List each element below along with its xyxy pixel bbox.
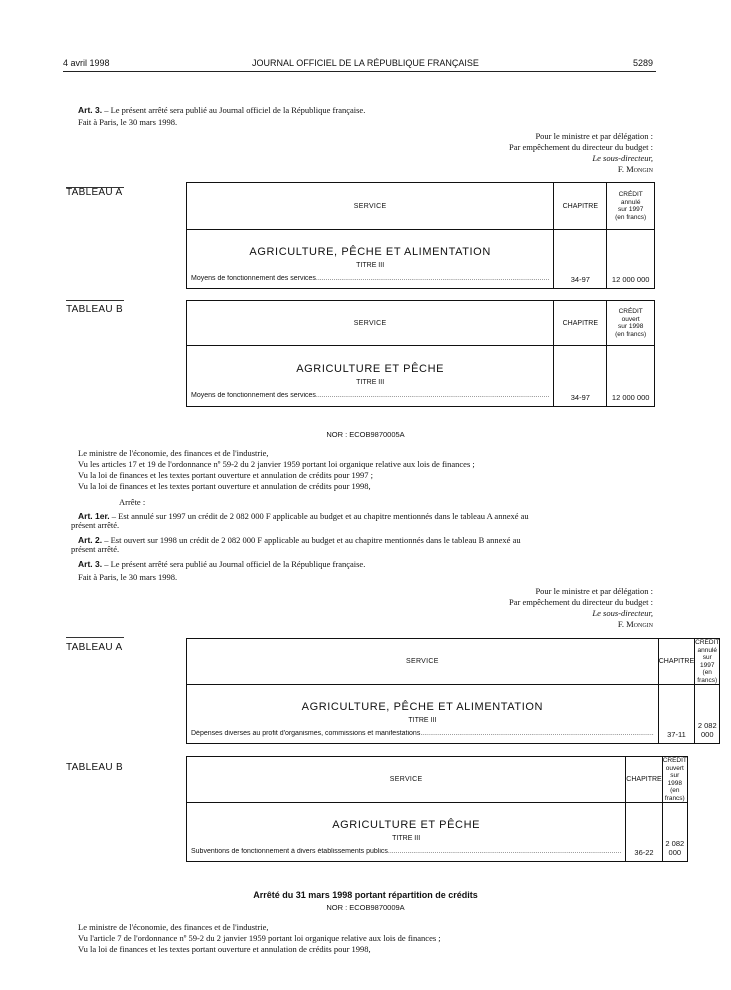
table-label-rule [66,637,124,638]
chapitre-value: 34-97 [554,230,607,289]
signature: Pour le ministre et par délégation : Par empêchement du directeur du budget : Le sous-directeur, F. Mongin [509,586,653,629]
chapitre-value: 36-22 [626,803,662,862]
service-cell [187,230,554,289]
col-header-chapitre: CHAPITRE [658,639,694,685]
service-cell [187,685,659,744]
table-label: TABLEAU A [66,187,123,198]
col-header-credit: CRÉDIT annulé sur 1997 (en francs) [695,639,720,684]
table-label: TABLEAU B [66,762,123,773]
article-1-cont: présent arrêté. [71,520,120,530]
paragraph: Vu la loi de finances et les textes portant ouverture et annulation de crédits pour 1997 ; [78,470,374,480]
col-header-credit: CRÉDIT ouvert sur 1998 (en francs) [607,301,655,346]
credit-table [186,756,688,862]
paragraph: Vu la loi de finances et les textes portant ouverture et annulation de crédits pour 1998, [78,944,371,954]
arrete-label: Arrête : [119,497,146,507]
col-header-credit: CRÉDIT annulé sur 1997 (en francs) [607,183,655,230]
line-item: Dépenses diverses au profit d'organismes, commissions et manifestations........................................................................................................................ [191,729,654,737]
line-item: Moyens de fonctionnement des services........................................................................................................................ [191,391,550,399]
titre-label: TITRE III [408,716,437,724]
table-label-rule [66,300,124,301]
header-date: 4 avril 1998 [63,58,110,68]
col-header-service: SERVICE [187,183,554,230]
section-title: AGRICULTURE, PÊCHE ET ALIMENTATION [301,700,544,713]
col-header-chapitre: CHAPITRE [626,757,662,803]
credit-table [186,182,655,289]
arrete-title: Arrêté du 31 mars 1998 portant répartition de crédits [253,890,478,900]
table-label: TABLEAU B [66,304,123,315]
nor-code: NOR : ECOB9870009A [326,903,405,912]
article-3: Art. 3. – Le présent arrêté sera publié au Journal officiel de la République française. [78,559,366,569]
paragraph: Le ministre de l'économie, des finances et de l'industrie, [78,448,269,458]
top-fait: Fait à Paris, le 30 mars 1998. [78,117,178,127]
chapitre-value: 37-11 [658,685,694,744]
service-cell [187,346,554,407]
col-header-chapitre: CHAPITRE [554,301,607,346]
paragraph: Vu la loi de finances et les textes portant ouverture et annulation de crédits pour 1998, [78,481,371,491]
col-header-service: SERVICE [187,639,659,685]
top-art3: Art. 3. – Le présent arrêté sera publié au Journal officiel de la République française. [78,105,366,115]
col-header-service: SERVICE [187,757,626,803]
credit-amount: 2 082 000 [695,685,720,744]
fait-a-paris: Fait à Paris, le 30 mars 1998. [78,572,178,582]
article-2: Art. 2. – Est ouvert sur 1998 un crédit de 2 082 000 F applicable au budget et au chapitre mentionnés dans le tableau B annexé au [78,535,521,545]
top-signature: Pour le ministre et par délégation : Par empêchement du directeur du budget : Le sous-directeur, F. Mongin [509,131,653,174]
article-2-cont: présent arrêté. [71,544,120,554]
section-title: AGRICULTURE ET PÊCHE [296,362,445,375]
header-journal: JOURNAL OFFICIEL DE LA RÉPUBLIQUE FRANÇAISE [252,58,479,68]
credit-table [186,638,720,744]
credit-amount: 12 000 000 [607,346,655,407]
line-item: Moyens de fonctionnement des services........................................................................................................................ [191,274,550,282]
section-title: AGRICULTURE ET PÊCHE [332,818,481,831]
titre-label: TITRE III [392,834,421,842]
titre-label: TITRE III [356,261,385,269]
nor-code: NOR : ECOB9870005A [326,430,405,439]
table-label: TABLEAU A [66,642,123,653]
credit-amount: 2 082 000 [662,803,687,862]
col-header-chapitre: CHAPITRE [554,183,607,230]
credit-amount: 12 000 000 [607,230,655,289]
chapitre-value: 34-97 [554,346,607,407]
col-header-credit: CRÉDIT ouvert sur 1998 (en francs) [662,757,687,802]
service-cell [187,803,626,862]
col-header-service: SERVICE [187,301,554,346]
section-title: AGRICULTURE, PÊCHE ET ALIMENTATION [249,245,491,258]
line-item: Subventions de fonctionnement à divers établissements publics........................................................................................................................ [191,847,622,855]
titre-label: TITRE III [356,378,385,386]
paragraph: Vu l'article 7 de l'ordonnance nº 59-2 du 2 janvier 1959 portant loi organique relative aux lois de finances ; [78,933,441,943]
header-page-number: 5289 [632,58,653,68]
header-rule [63,71,656,72]
credit-table [186,300,655,407]
paragraph: Vu les articles 17 et 19 de l'ordonnance nº 59-2 du 2 janvier 1959 portant loi organique relative aux lois de finances ; [78,459,475,469]
paragraph: Le ministre de l'économie, des finances et de l'industrie, [78,922,269,932]
article-1: Art. 1er. – Est annulé sur 1997 un crédit de 2 082 000 F applicable au budget et au chapitre mentionnés dans le tableau A annexé au [78,511,529,521]
